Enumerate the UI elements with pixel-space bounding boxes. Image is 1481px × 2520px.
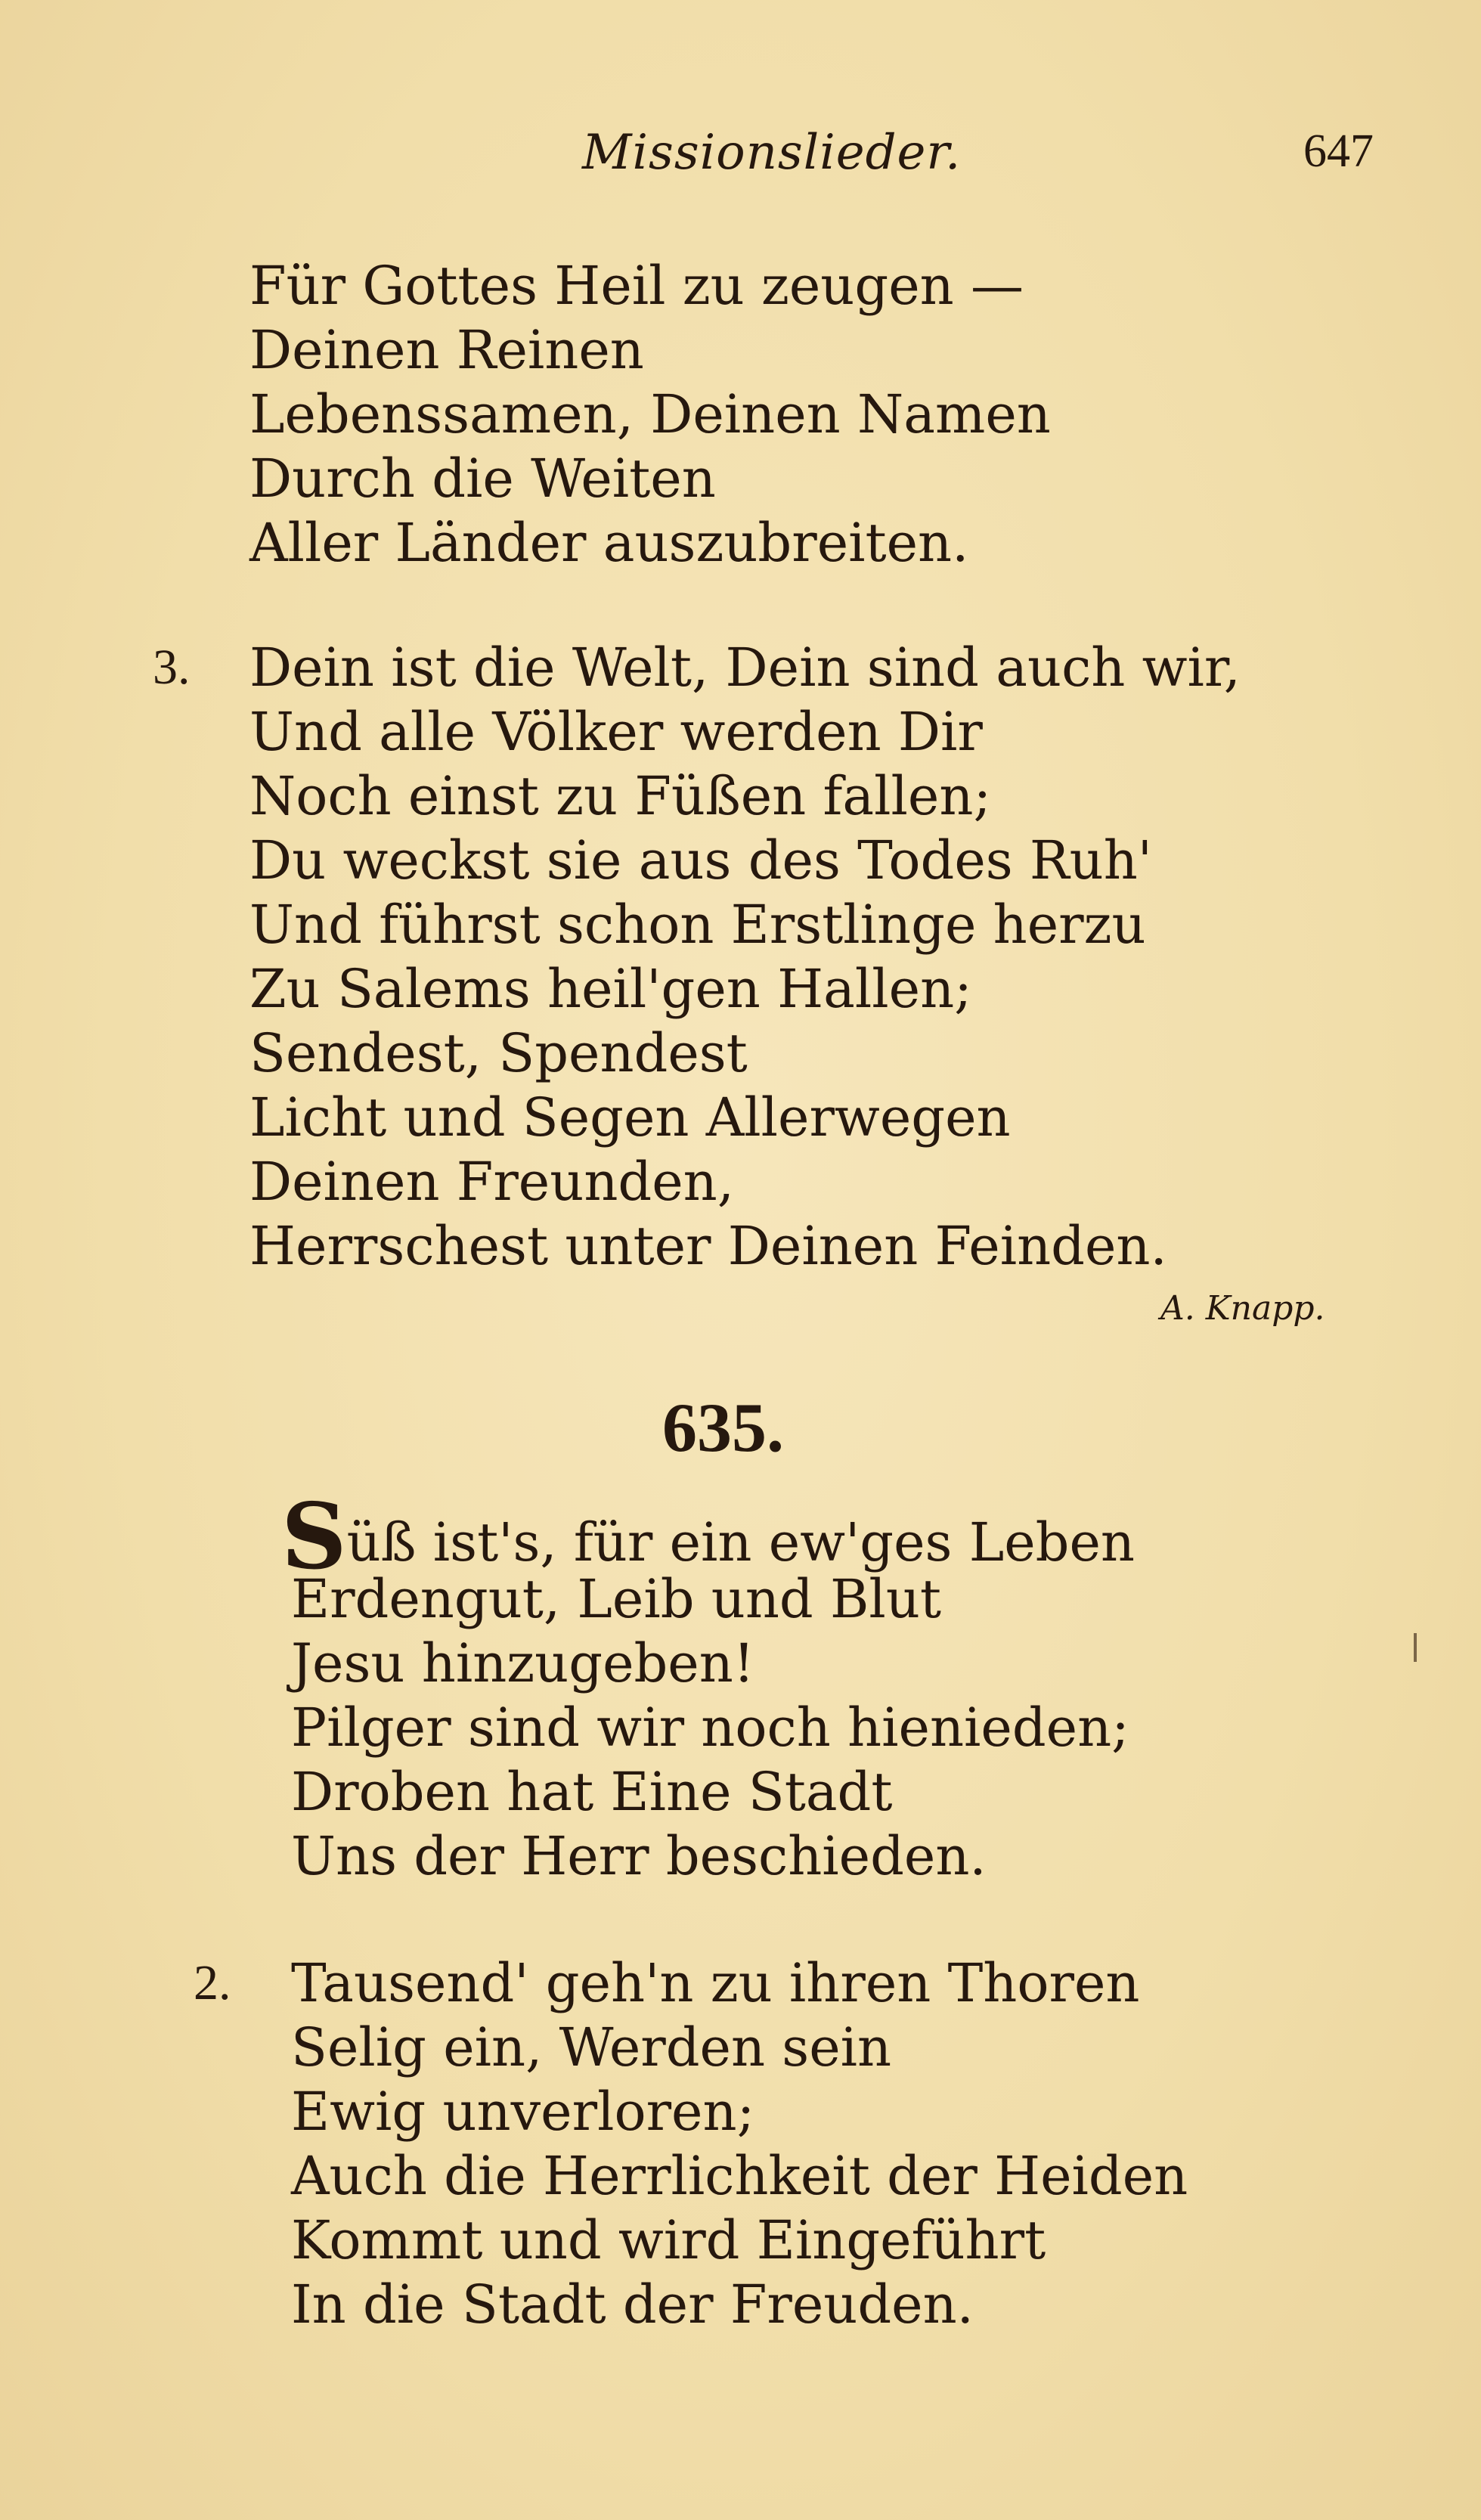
verse-line: Zu Salems heil'gen Hallen; [249, 958, 972, 1020]
drop-cap: S [281, 1483, 347, 1590]
page-number: 647 [1303, 126, 1374, 177]
verse-line: In die Stadt der Freuden. [291, 2274, 974, 2336]
verse-line: Kommt und wird Eingeführt [291, 2209, 1046, 2271]
verse-line: Deinen Freunden, [249, 1151, 734, 1213]
verse-line: Du weckst sie aus des Todes Ruh' [249, 829, 1153, 891]
verse-line: Droben hat Eine Stadt [291, 1761, 893, 1823]
verse-line: Durch die Weiten [249, 448, 716, 510]
verse-line: Aller Länder auszubreiten. [249, 512, 969, 574]
verse-line: Und führst schon Erstlinge herzu [249, 894, 1146, 956]
verse-first-line [281, 1483, 1135, 1590]
verse-line: Noch einst zu Füßen fallen; [249, 765, 992, 827]
verse-line: Dein ist die Welt, Dein sind auch wir, [249, 637, 1241, 699]
verse-number: 2. [194, 1955, 231, 2010]
verse-line: Selig ein, Werden sein [291, 2016, 892, 2078]
first-line-text: üß ist's, für ein ew'ges Leben [346, 1511, 1135, 1573]
verse-line: Deinen Reinen [249, 319, 644, 381]
verse-line: Lebenssamen, Deinen Namen [249, 383, 1051, 445]
verse-line: Uns der Herr beschieden. [291, 1825, 987, 1887]
verse-line: Für Gottes Heil zu zeugen — [249, 255, 1024, 317]
verse-line: Ewig unverloren; [291, 2081, 755, 2143]
verse-line: Und alle Völker werden Dir [249, 701, 983, 763]
verse-line: Tausend' geh'n zu ihren Thoren [291, 1952, 1140, 2014]
verse-line: Licht und Segen Allerwegen [249, 1086, 1011, 1148]
verse-line: Sendest, Spendest [249, 1022, 748, 1084]
verse-line: Herrschest unter Deinen Feinden. [249, 1215, 1167, 1277]
verse-number: 3. [153, 640, 191, 695]
verse-line: Auch die Herrlichkeit der Heiden [291, 2145, 1188, 2207]
author-attribution: A. Knapp. [1160, 1289, 1325, 1328]
verse-line: Pilger sind wir noch hienieden; [291, 1697, 1129, 1759]
hymn-number: 635. [662, 1389, 784, 1466]
verse-line: Erdengut, Leib und Blut [291, 1568, 942, 1630]
verse-line: Jesu hinzugeben! [291, 1632, 754, 1694]
running-header: Missionslieder. [582, 125, 962, 181]
ink-mark [1414, 1633, 1417, 1662]
